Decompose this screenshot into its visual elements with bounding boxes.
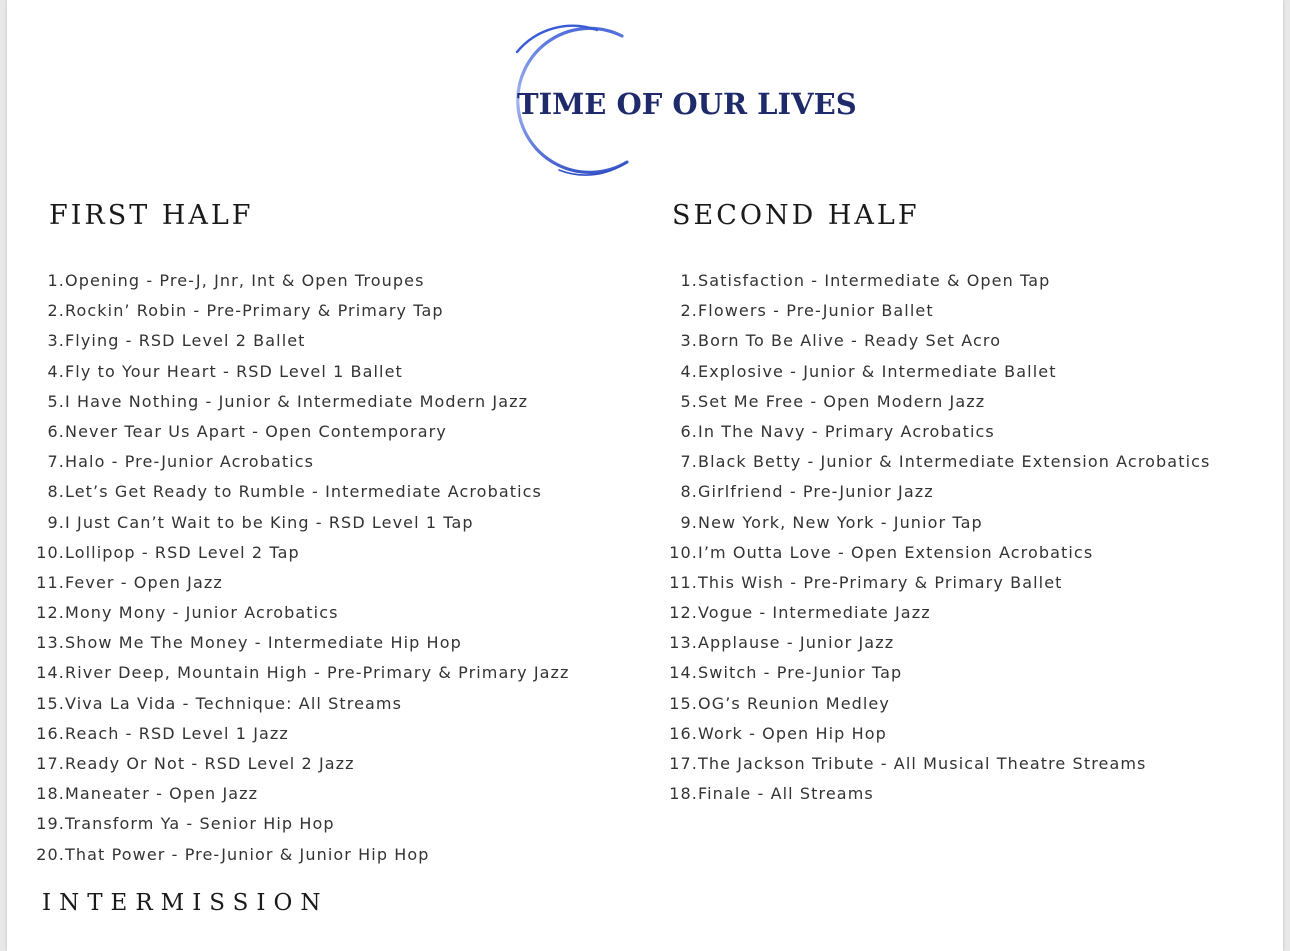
list-item — [640, 689, 1240, 719]
item-number: 9. — [680, 512, 698, 532]
item-number: 8. — [680, 482, 698, 502]
list-item — [7, 628, 627, 658]
item-number: 1. — [47, 271, 65, 290]
item-number: 16. — [36, 723, 65, 743]
item-title: In The Navy - Primary Acrobatics — [698, 421, 995, 441]
item-number: 20. — [36, 844, 65, 864]
item-number: 19. — [36, 814, 65, 834]
item-title: Black Betty - Junior & Intermediate Extension Acrobatics — [698, 452, 1211, 472]
list-item — [7, 477, 627, 507]
item-number: 14. — [669, 663, 698, 683]
list-item — [640, 447, 1240, 477]
item-title: Mony Mony - Junior Acrobatics — [65, 603, 339, 623]
item-title: I Have Nothing - Junior & Intermediate Modern Jazz — [65, 391, 529, 411]
item-title: Reach - RSD Level 1 Jazz — [65, 723, 289, 743]
list-item — [7, 387, 627, 417]
item-number: 12. — [669, 603, 698, 623]
item-number: 11. — [36, 572, 65, 592]
list-item — [640, 326, 1240, 356]
list-item — [640, 357, 1240, 387]
item-number: 13. — [669, 633, 698, 653]
list-item — [7, 447, 627, 477]
item-number: 16. — [669, 723, 698, 743]
item-title: Explosive - Junior & Intermediate Ballet — [698, 361, 1057, 381]
list-item — [7, 719, 627, 749]
list-item — [7, 749, 627, 779]
list-item — [7, 598, 627, 628]
item-title: Never Tear Us Apart - Open Contemporary — [65, 421, 447, 441]
item-number: 17. — [669, 754, 698, 773]
list-item — [640, 628, 1240, 658]
item-title: Flying - RSD Level 2 Ballet — [65, 331, 306, 351]
item-number: 4. — [680, 361, 698, 381]
item-number: 6. — [47, 421, 65, 441]
list-item — [7, 326, 627, 356]
item-title: Vogue - Intermediate Jazz — [698, 603, 931, 623]
item-title: Show Me The Money - Intermediate Hip Hop — [65, 633, 462, 653]
item-number: 11. — [669, 572, 698, 592]
item-number: 10. — [36, 542, 65, 562]
list-item — [640, 749, 1240, 779]
item-title: Applause - Junior Jazz — [698, 633, 895, 653]
first-half-list — [7, 266, 627, 870]
item-number: 3. — [680, 331, 698, 351]
item-title: The Jackson Tribute - All Musical Theatre Streams — [698, 754, 1147, 773]
item-title: Let’s Get Ready to Rumble - Intermediate Acrobatics — [65, 482, 542, 502]
list-item — [7, 296, 627, 326]
list-item — [640, 477, 1240, 507]
intermission-label: INTERMISSION — [42, 890, 329, 916]
item-number: 1. — [680, 271, 698, 290]
item-title: This Wish - Pre-Primary & Primary Ballet — [698, 572, 1063, 592]
item-title: Fly to Your Heart - RSD Level 1 Ballet — [65, 361, 403, 381]
item-number: 2. — [47, 301, 65, 321]
item-title: River Deep, Mountain High - Pre-Primary & Primary Jazz — [65, 663, 570, 683]
list-item — [640, 568, 1240, 598]
item-number: 13. — [36, 633, 65, 653]
list-item — [7, 658, 627, 688]
item-number: 3. — [47, 331, 65, 351]
item-number: 2. — [680, 301, 698, 321]
item-title: Switch - Pre-Junior Tap — [698, 663, 903, 683]
item-number: 4. — [47, 361, 65, 381]
item-number: 6. — [680, 421, 698, 441]
list-item — [640, 296, 1240, 326]
item-number: 17. — [36, 754, 65, 773]
item-number: 5. — [680, 391, 698, 411]
logo — [477, 22, 857, 182]
first-half-heading: FIRST HALF — [49, 200, 254, 231]
item-title: OG’s Reunion Medley — [698, 693, 890, 713]
list-item — [7, 266, 627, 296]
item-title: Girlfriend - Pre-Junior Jazz — [698, 482, 934, 502]
list-item — [640, 719, 1240, 749]
list-item — [7, 689, 627, 719]
item-title: Fever - Open Jazz — [65, 572, 223, 592]
item-title: I Just Can’t Wait to be King - RSD Level 1 Tap — [65, 512, 474, 532]
item-title: Halo - Pre-Junior Acrobatics — [65, 452, 315, 472]
list-item — [7, 840, 627, 870]
item-number: 15. — [36, 693, 65, 713]
list-item — [640, 387, 1240, 417]
list-item — [7, 417, 627, 447]
logo-text: TIME OF OUR LIVES — [517, 87, 857, 121]
list-item — [7, 357, 627, 387]
list-item — [640, 598, 1240, 628]
list-item — [7, 809, 627, 839]
item-title: New York, New York - Junior Tap — [698, 512, 983, 532]
program-page — [7, 0, 1283, 951]
list-item — [7, 508, 627, 538]
item-number: 18. — [36, 784, 65, 804]
list-item — [640, 538, 1240, 568]
second-half-heading: SECOND HALF — [672, 200, 920, 231]
item-number: 15. — [669, 693, 698, 713]
list-item — [640, 779, 1240, 809]
item-title: Born To Be Alive - Ready Set Acro — [698, 331, 1002, 351]
item-title: I’m Outta Love - Open Extension Acrobatics — [698, 542, 1094, 562]
item-title: Ready Or Not - RSD Level 2 Jazz — [65, 754, 355, 773]
item-title: Viva La Vida - Technique: All Streams — [65, 693, 403, 713]
list-item — [7, 568, 627, 598]
item-number: 9. — [47, 512, 65, 532]
item-title: That Power - Pre-Junior & Junior Hip Hop — [65, 844, 430, 864]
item-title: Flowers - Pre-Junior Ballet — [698, 301, 934, 321]
item-number: 5. — [47, 391, 65, 411]
item-number: 18. — [669, 784, 698, 804]
list-item — [7, 779, 627, 809]
item-title: Transform Ya - Senior Hip Hop — [65, 814, 335, 834]
item-title: Satisfaction - Intermediate & Open Tap — [698, 271, 1051, 290]
item-number: 10. — [669, 542, 698, 562]
item-number: 14. — [36, 663, 65, 683]
list-item — [640, 266, 1240, 296]
item-title: Lollipop - RSD Level 2 Tap — [65, 542, 300, 562]
item-title: Opening - Pre-J, Jnr, Int & Open Troupes — [65, 271, 425, 290]
item-number: 12. — [36, 603, 65, 623]
item-title: Maneater - Open Jazz — [65, 784, 259, 804]
item-title: Work - Open Hip Hop — [698, 723, 887, 743]
item-title: Rockin’ Robin - Pre-Primary & Primary Tap — [65, 301, 444, 321]
item-title: Finale - All Streams — [698, 784, 874, 804]
list-item — [640, 508, 1240, 538]
list-item — [7, 538, 627, 568]
item-number: 8. — [47, 482, 65, 502]
list-item — [640, 417, 1240, 447]
item-title: Set Me Free - Open Modern Jazz — [698, 391, 986, 411]
item-number: 7. — [680, 452, 698, 472]
item-number: 7. — [47, 452, 65, 472]
second-half-list — [640, 266, 1240, 809]
list-item — [640, 658, 1240, 688]
